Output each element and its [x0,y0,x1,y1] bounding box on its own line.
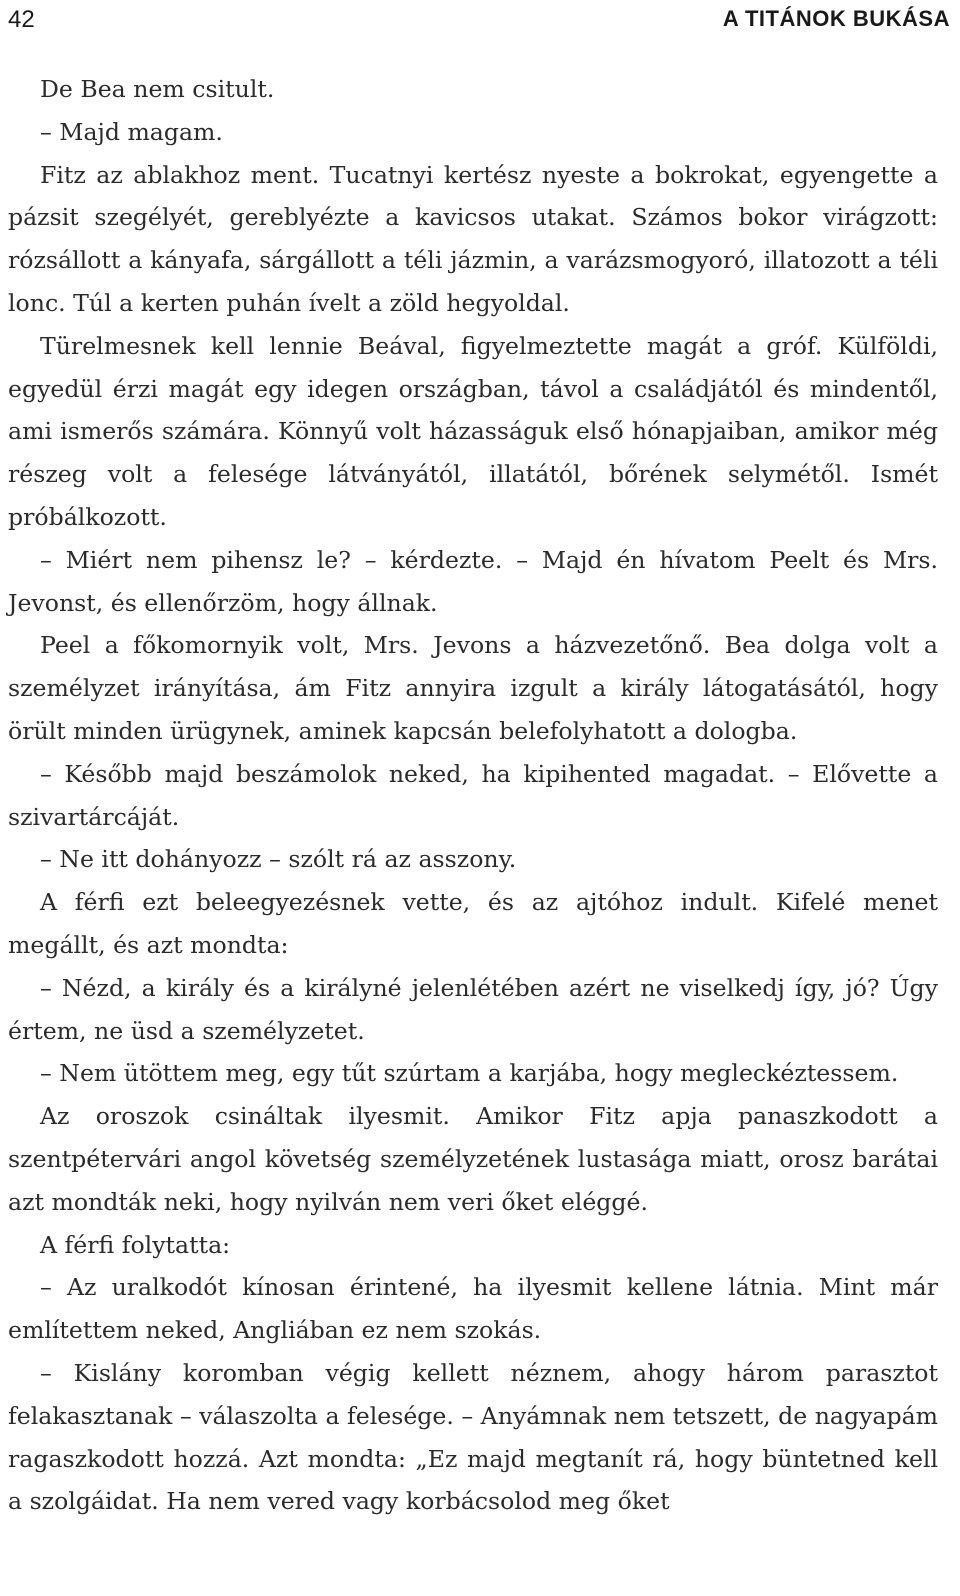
paragraph: – Ne itt dohányozz – szólt rá az asszony. [40,845,517,874]
paragraph: A férfi folytatta: [40,1230,231,1259]
page-number: 42 [8,6,35,33]
paragraph: A férfi ezt beleegyezésnek vette, és az ajtóhoz indult. Kifelé menet megállt, és azt mondta: [8,888,938,959]
paragraph: – Később majd beszámolok neked, ha kipihented magadat. – Elővette a szivartárcáját. [8,759,938,831]
paragraph: – Nézd, a király és a királyné jelenlétében azért ne viselkedj így, jó? Úgy értem, ne üsd a személyzetet. [8,973,938,1045]
paragraph: – Kislány koromban végig kellett néznem, ahogy három parasztot felakasztanak – válaszolta a felesége. – Anyámnak nem tetszett, de nagyapám ragaszkodott hozzá. Azt mondta: „Ez majd megtanít rá, hogy büntetned kell a szolgáidat. Ha nem vered vagy korbácsolod meg őket [8,1358,939,1516]
paragraph: Az oroszok csináltak ilyesmit. Amikor Fitz apja panaszkodott a szentpétervári angol követség személyzetének lustasága miatt, orosz barátai azt mondták neki, hogy nyilván nem veri őket eléggé. [8,1102,938,1216]
paragraph: Fitz az ablakhoz ment. Tucatnyi kertész nyeste a bokrokat, egyengette a pázsit szegélyét, gereblyézte a kavicsos utakat. Számos bokor virágzott: rózsállott a kányafa, sárgállott a téli jázmin, a varázsmogyoró, illatozott a téli lonc. Túl a kerten puhán ívelt a zöld hegyoldal. [8,160,938,317]
paragraph: – Az uralkodót kínosan érintené, ha ilyesmit kellene látnia. Mint már említettem neked, Angliában ez nem szokás. [8,1273,938,1345]
paragraph: – Miért nem pihensz le? – kérdezte. – Majd én hívatom Peelt és Mrs. Jevonst, és ellenőrzöm, hogy állnak. [8,545,938,617]
running-title: A TITÁNOK BUKÁSA [722,6,950,31]
paragraph: Türelmesnek kell lennie Beával, figyelmeztette magát a gróf. Külföldi, egyedül érzi magát egy idegen országban, távol a családjától és mindentől, ami ismerős számára. Könnyű volt házasságuk első hónapjaiban, amikor még részeg volt a felesége látványától, illatától, bőrének selymétől. Ismét próbálkozott. [8,331,938,531]
paragraph: Peel a főkomornyik volt, Mrs. Jevons a házvezetőnő. Bea dolga volt a személyzet irányítása, ám Fitz annyira izgult a király látogatásától, hogy örült minden ürügynek, aminek kapcsán belefolyhatott a dologba. [8,631,938,745]
paragraph: – Nem ütöttem meg, egy tűt szúrtam a karjába, hogy megleckéztessem. [40,1059,899,1088]
body-text [8,68,938,1523]
page-header [0,4,960,38]
paragraph: – Majd magam. [40,117,223,146]
paragraph: De Bea nem csitult. [40,75,275,103]
